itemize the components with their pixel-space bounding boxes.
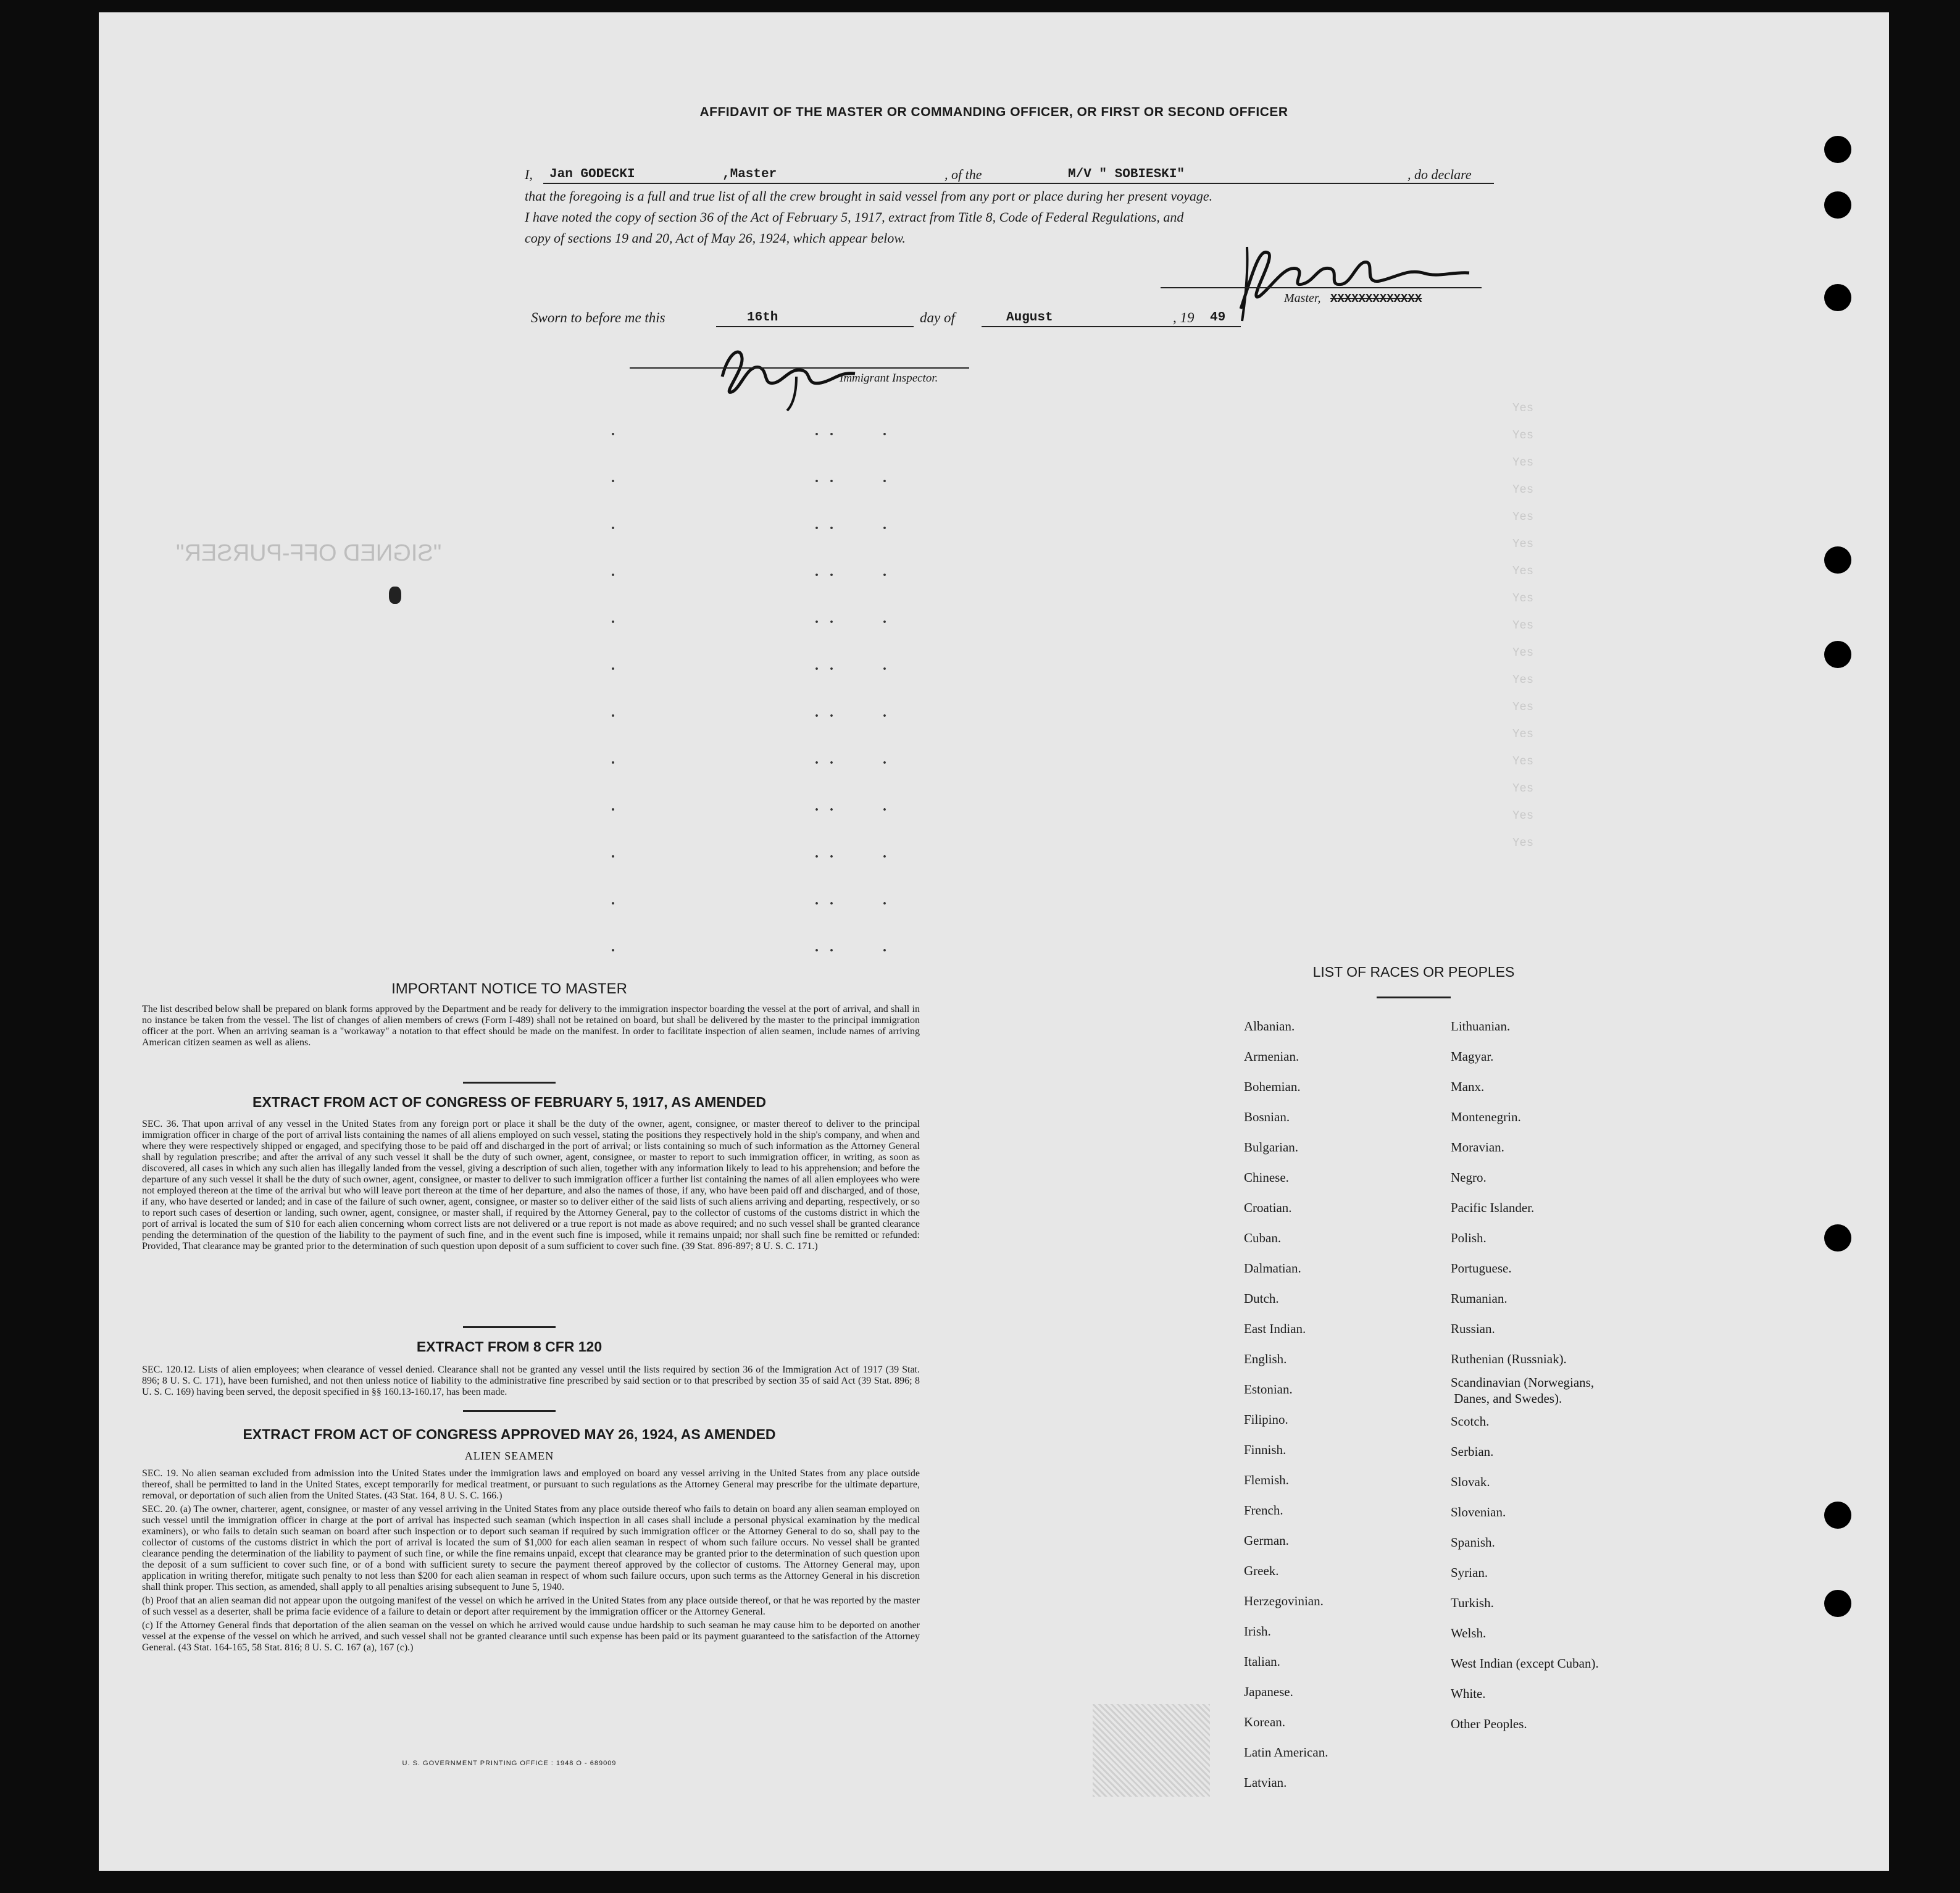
- race-item: Negro.: [1451, 1170, 1487, 1185]
- signed-off-purser-stamp: "SIGNED OFF-PURSER": [176, 540, 442, 566]
- name-line: [543, 183, 1025, 184]
- vessel-name: M/V " SOBIESKI": [1068, 167, 1185, 182]
- divider: [463, 1082, 556, 1084]
- master-signature-line: [1161, 287, 1482, 288]
- race-item: Japanese.: [1244, 1684, 1293, 1699]
- punch-hole: [1824, 1224, 1851, 1252]
- dot-marks: . . . . . . . . . . . . . . . . . . . . . . . . . . . . . . . . . . . . . . . . . . . . . . . .: [611, 423, 886, 955]
- master-name: Jan GODECKI: [549, 167, 635, 182]
- race-item: Syrian.: [1451, 1565, 1488, 1580]
- printer-imprint: U. S. GOVERNMENT PRINTING OFFICE : 1948 O - 689009: [402, 1760, 617, 1767]
- race-item: Albanian.: [1244, 1019, 1295, 1034]
- race-item: Montenegrin.: [1451, 1109, 1521, 1124]
- races-right-column: [1451, 1011, 1599, 1739]
- race-item: Polish.: [1451, 1231, 1487, 1245]
- day-of-label: day of: [920, 310, 955, 325]
- notice-title: IMPORTANT NOTICE TO MASTER: [391, 980, 627, 997]
- race-item: Rumanian.: [1451, 1291, 1508, 1306]
- race-item: Chinese.: [1244, 1170, 1289, 1185]
- race-item: Moravian.: [1451, 1140, 1504, 1155]
- race-item: Magyar.: [1451, 1049, 1494, 1064]
- punch-hole: [1824, 284, 1851, 311]
- year-prefix: , 19: [1173, 310, 1195, 325]
- affidavit-i-label: I,: [525, 167, 533, 182]
- race-item: Italian.: [1244, 1654, 1280, 1669]
- divider: [1377, 997, 1451, 998]
- race-item: East Indian.: [1244, 1321, 1306, 1336]
- extract-cfr-title: EXTRACT FROM 8 CFR 120: [416, 1339, 603, 1355]
- sec20a-paragraph: SEC. 20. (a) The owner, charterer, agent, consignee, or master of any vessel arriving in the United States from any place outside thereof who fails to detain on board any alien seaman employed on such vessel until the immigration officer in charge at the port of arrival has inspected such seaman (which inspection in all cases shall include a personal physical examination by the medical examiners), or who fails to detain such seaman on board after such inspection or to deport such seaman if required by such immigration officer or the Attorney General to do so, shall pay to the collector of customs of the customs district in which the port of arrival is located the sum of $1,000 for each alien seaman in respect of whom such failure occurs. No vessel shall be granted clearance pending the determination of the liability to payment of such fine, or while the fine remains unpaid, except that clearance may be granted prior to the determination of such question upon the deposit of a sum sufficient to cover such fine, or of a bond with sufficient surety to secure the payment thereof approved by the collector of customs. The Attorney General may, upon application in writing therefor, mitigate such penalty to not less than $200 for each alien seaman in respect of whom such failure occurs, upon such terms as the Attorney General in his discretion shall think proper. This section, as amended, shall apply to all penalties arising subsequent to June 5, 1940.: [142, 1504, 920, 1592]
- race-item: Dalmatian.: [1244, 1261, 1301, 1276]
- sec120-paragraph: SEC. 120.12. Lists of alien employees; when clearance of vessel denied. Clearance shall not be granted any vessel until the lists required by section 36 of the Immigration Act of 1917 (39 Stat. 896; 8 U. S. C. 171), have been furnished, and not then unless notice of liability to the administrative fine prescribed by said section or to that prescribed by section 35 of said Act (39 Stat. 896; 8 U. S. C. 169) having been served, the deposit specified in §§ 160.13-160.17, has been made.: [142, 1364, 920, 1397]
- divider: [463, 1326, 556, 1328]
- divider: [463, 1410, 556, 1412]
- race-item: Flemish.: [1244, 1473, 1289, 1487]
- punch-hole: [1824, 191, 1851, 219]
- do-declare-label: , do declare: [1407, 167, 1472, 182]
- sworn-label: Sworn to before me this: [531, 310, 665, 325]
- race-item: Estonian.: [1244, 1382, 1293, 1397]
- race-item: Latvian.: [1244, 1775, 1287, 1790]
- race-item: Filipino.: [1244, 1412, 1288, 1427]
- race-item: Armenian.: [1244, 1049, 1299, 1064]
- punch-hole: [1824, 641, 1851, 668]
- race-item: Portuguese.: [1451, 1261, 1512, 1276]
- race-item: Turkish.: [1451, 1595, 1494, 1610]
- extract-1924-body: [142, 1468, 920, 1656]
- punch-hole: [1824, 1502, 1851, 1529]
- race-item: Scotch.: [1451, 1414, 1490, 1429]
- declaration-line-3: I have noted the copy of section 36 of the Act of February 5, 1917, extract from Title 8, Code of Federal Regulations, and: [525, 209, 1184, 225]
- sworn-month: August: [1006, 311, 1053, 325]
- race-item: Manx.: [1451, 1079, 1485, 1094]
- race-item: Slovenian.: [1451, 1505, 1506, 1519]
- race-item: Scandinavian (Norwegians, Danes, and Swedes).: [1451, 1375, 1595, 1406]
- ink-blot: [389, 587, 401, 604]
- race-item: German.: [1244, 1533, 1289, 1548]
- document-page: [99, 12, 1889, 1871]
- race-item: Croatian.: [1244, 1200, 1292, 1215]
- speckle-mark: [1093, 1704, 1210, 1797]
- declaration-line-2: that the foregoing is a full and true list of all the crew brought in said vessel from any port or place during her present voyage.: [525, 188, 1213, 204]
- year-suffix: 49: [1210, 311, 1226, 325]
- races-left-column: [1244, 1011, 1328, 1798]
- inspector-signature-line: [630, 367, 969, 369]
- race-item: Slovak.: [1451, 1474, 1490, 1489]
- races-title: LIST OF RACES OR PEOPLES: [1312, 964, 1515, 980]
- race-item: Spanish.: [1451, 1535, 1495, 1550]
- race-item: Korean.: [1244, 1715, 1286, 1729]
- extract-1924-title: EXTRACT FROM ACT OF CONGRESS APPROVED MAY 26, 1924, AS AMENDED: [243, 1426, 776, 1442]
- sec19-paragraph: SEC. 19. No alien seaman excluded from admission into the United States under the immigration laws and employed on board any vessel arriving in the United States from any place outside thereof, shall be permitted to land in the United States, except temporarily for medical treatment, or pursuant to such regulations as the Attorney General may prescribe for the ultimate departure, removal, or deportation of such alien from the United States. (43 Stat. 164, 8 U. S. C. 166.): [142, 1468, 920, 1501]
- struck-title: XXXXXXXXXXXXX: [1330, 292, 1422, 306]
- master-signature: [1210, 235, 1506, 327]
- race-item: Bulgarian.: [1244, 1140, 1299, 1155]
- notice-body: [142, 1004, 920, 1051]
- race-item: Cuban.: [1244, 1231, 1282, 1245]
- extract-cfr-body: [142, 1364, 920, 1400]
- extract-1917-title: EXTRACT FROM ACT OF CONGRESS OF FEBRUARY 5, 1917, AS AMENDED: [252, 1094, 766, 1110]
- race-item: Other Peoples.: [1451, 1716, 1527, 1731]
- extract-1917-body: [142, 1119, 920, 1255]
- sworn-day-line: [716, 326, 914, 327]
- of-the-label: , of the: [945, 167, 982, 182]
- master-rank: ,Master: [722, 167, 777, 182]
- inspector-label: Immigrant Inspector.: [840, 372, 938, 385]
- race-item: Serbian.: [1451, 1444, 1494, 1459]
- sec20c-paragraph: (c) If the Attorney General finds that deportation of the alien seaman on the vessel on which he arrived would cause undue hardship to such seaman he may cause him to be deported on another vessel at the expense of the vessel on which he arrived, and such vessel shall not be granted clearance until such expense has been paid or its payment guaranteed to the satisfaction of the Attorney General. (43 Stat. 164-165, 58 Stat. 816; 8 U. S. C. 167 (a), 167 (c).): [142, 1620, 920, 1653]
- race-item: Dutch.: [1244, 1291, 1279, 1306]
- extract-1924-subtitle: ALIEN SEAMEN: [464, 1450, 554, 1462]
- race-item: Latin American.: [1244, 1745, 1328, 1760]
- vessel-line: [1006, 183, 1494, 184]
- sworn-month-line: [982, 326, 1241, 327]
- affidavit-title: AFFIDAVIT OF THE MASTER OR COMMANDING OFFICER, OR FIRST OR SECOND OFFICER: [699, 105, 1288, 119]
- master-label: Master,: [1284, 291, 1321, 305]
- race-item: Greek.: [1244, 1563, 1279, 1578]
- race-item: Russian.: [1451, 1321, 1495, 1336]
- punch-hole: [1824, 136, 1851, 163]
- race-item: Bohemian.: [1244, 1079, 1301, 1094]
- notice-paragraph: The list described below shall be prepared on blank forms approved by the Department and be ready for delivery to the immigration inspector boarding the vessel at the port of arrival, and shall in no instance be taken from the vessel. The list of changes of alien members of crews (Form I-489) shall not be retained on board, but shall be delivered by the master to the principal immigration officer at the port. When an arriving seaman is a "workaway" a notation to that effect should be made on the manifest. In order to facilitate inspection of alien seamen, include names of arriving American citizen seamen as well as aliens.: [142, 1004, 920, 1048]
- race-item: French.: [1244, 1503, 1283, 1518]
- declaration-line-4: copy of sections 19 and 20, Act of May 26, 1924, which appear below.: [525, 230, 906, 246]
- race-item: West Indian (except Cuban).: [1451, 1656, 1599, 1671]
- race-item: Finnish.: [1244, 1442, 1287, 1457]
- race-item: White.: [1451, 1686, 1486, 1701]
- race-item: Ruthenian (Russniak).: [1451, 1352, 1567, 1366]
- sec20b-paragraph: (b) Proof that an alien seaman did not appear upon the outgoing manifest of the vessel on which he arrived in the United States from any place outside thereof, or that he was reported by the master of such vessel as a deserter, shall be prima facie evidence of a failure to detain or deport after requirement by the immigration officer or the Attorney General.: [142, 1595, 920, 1617]
- punch-hole: [1824, 546, 1851, 574]
- race-item: Lithuanian.: [1451, 1019, 1511, 1034]
- race-item: Bosnian.: [1244, 1109, 1290, 1124]
- punch-hole: [1824, 1590, 1851, 1617]
- race-item: English.: [1244, 1352, 1287, 1366]
- race-item: Irish.: [1244, 1624, 1271, 1639]
- race-item: Herzegovinian.: [1244, 1594, 1324, 1608]
- race-item: Welsh.: [1451, 1626, 1487, 1640]
- bleed-through-column: Yes Yes Yes Yes Yes Yes Yes Yes Yes Yes Yes Yes Yes Yes Yes Yes Yes: [1512, 401, 1534, 850]
- race-item: Pacific Islander.: [1451, 1200, 1535, 1215]
- sec36-paragraph: SEC. 36. That upon arrival of any vessel in the United States from any foreign port or place it shall be the duty of the owner, agent, consignee, or master thereof to deliver to the principal immigration officer in charge of the port of arrival lists containing the names of all aliens employed on such vessel, stating the positions they respectively hold in the ship's company, and when and where they were respectively shipped or engaged, and specifying those to be paid off and discharged in the port of arrival; or lists containing so much of such information as the Attorney General shall by regulation prescribe; and after the arrival of any such vessel it shall be the duty of such owner, agent, consignee, or master to report to such immigration officer, in writing, as soon as discovered, all cases in which any such alien has illegally landed from the vessel, giving a description of such alien, together with any information likely to lead to his apprehension; and before the departure of any such vessel it shall be the duty of such owner, agent, consignee, or master to deliver to such immigration officer a further list containing the names of all alien employees who were not employed thereon at the time of the arrival but who will leave port thereon at the time of her departure, and also the names of those, if any, who have been paid off and discharged, and of those, if any, who have deserted or landed; and in case of the failure of such owner, agent, consignee, or master so to deliver either of the said lists of such aliens arriving and departing, respectively, or so to report such cases of desertion or landing, such owner, agent, consignee, or master shall, if required by the Attorney General, pay to the collector of customs of the customs district in which the port of arrival is located the sum of $10 for each alien concerning whom correct lists are not delivered or a true report is not made as above required; and no such vessel shall be granted clearance pending the determination of the question of the liability to the payment of such fine, and in the event such fine is imposed, while it remains unpaid; nor shall such fine be remitted or refunded: Provided, That clearance may be granted prior to the determination of such question upon deposit of a sum sufficient to cover such fine. (39 Stat. 896-897; 8 U. S. C. 171.): [142, 1119, 920, 1252]
- sworn-day: 16th: [747, 311, 778, 325]
